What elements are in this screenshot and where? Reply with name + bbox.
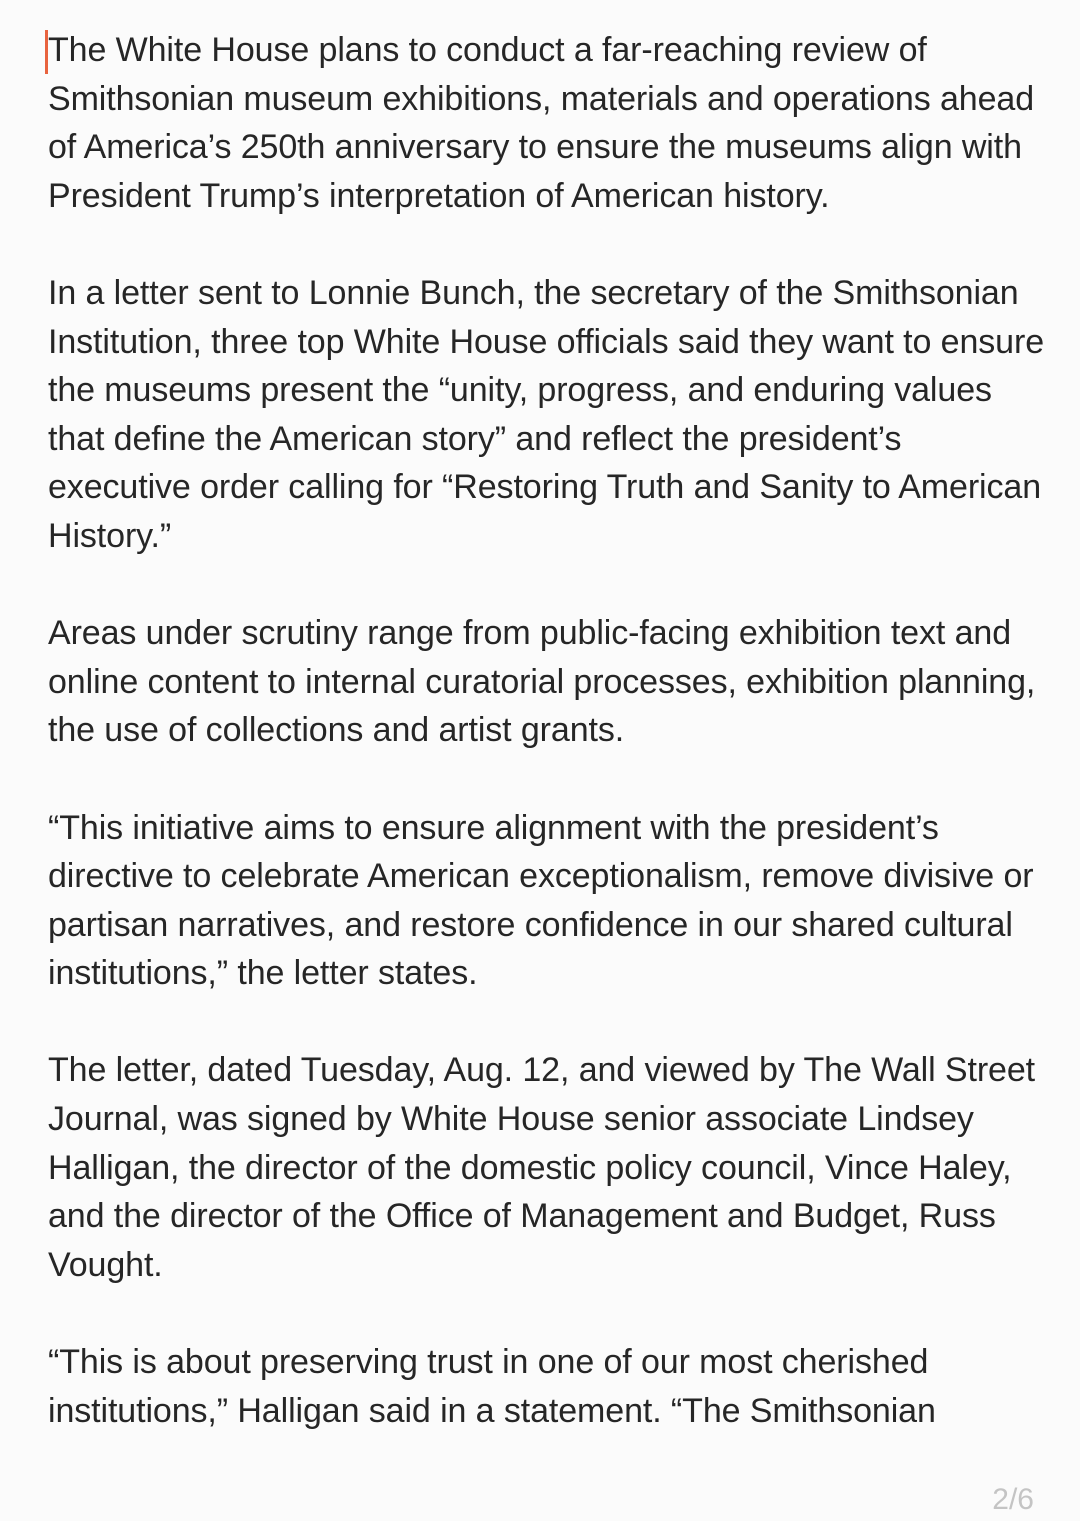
paragraph-3: Areas under scrutiny range from public-facing exhibition text and online content to internal curatorial processes, exhibition planning, the use of collections and artist grants.: [48, 614, 1036, 750]
paragraph-6: “This is about preserving trust in one of our most cherished institutions,” Halligan said in a statement. “The Smithsonian: [48, 1343, 936, 1430]
paragraph-4: “This initiative aims to ensure alignment with the president’s directive to celebrate American exceptionalism, remove divisive or partisan narratives, and restore confidence in our shared cultural institutions,” the letter states.: [48, 808, 1034, 993]
paragraph-5: The letter, dated Tuesday, Aug. 12, and viewed by The Wall Street Journal, was signed by White House senior associate Lindsey Halligan, the director of the domestic policy council, Vince Haley, and the director of the Office of Management and Budget, Russ Vought.: [48, 1051, 1036, 1284]
article-text[interactable]: [48, 26, 1048, 1484]
page-indicator: 2/6: [992, 1483, 1034, 1516]
paragraph-1: The White House plans to conduct a far-reaching review of Smithsonian museum exhibitions, materials and operations ahead of America’s 250th anniversary to ensure the museums align with President Trump’s interpretation of American history.: [48, 31, 1035, 215]
paragraph-2: In a letter sent to Lonnie Bunch, the secretary of the Smithsonian Institution, three top White House officials said they want to ensure the museums present the “unity, progress, and enduring values that define the American story” and reflect the president’s executive order calling for “Restoring Truth and Sanity to American History.”: [48, 273, 1045, 555]
